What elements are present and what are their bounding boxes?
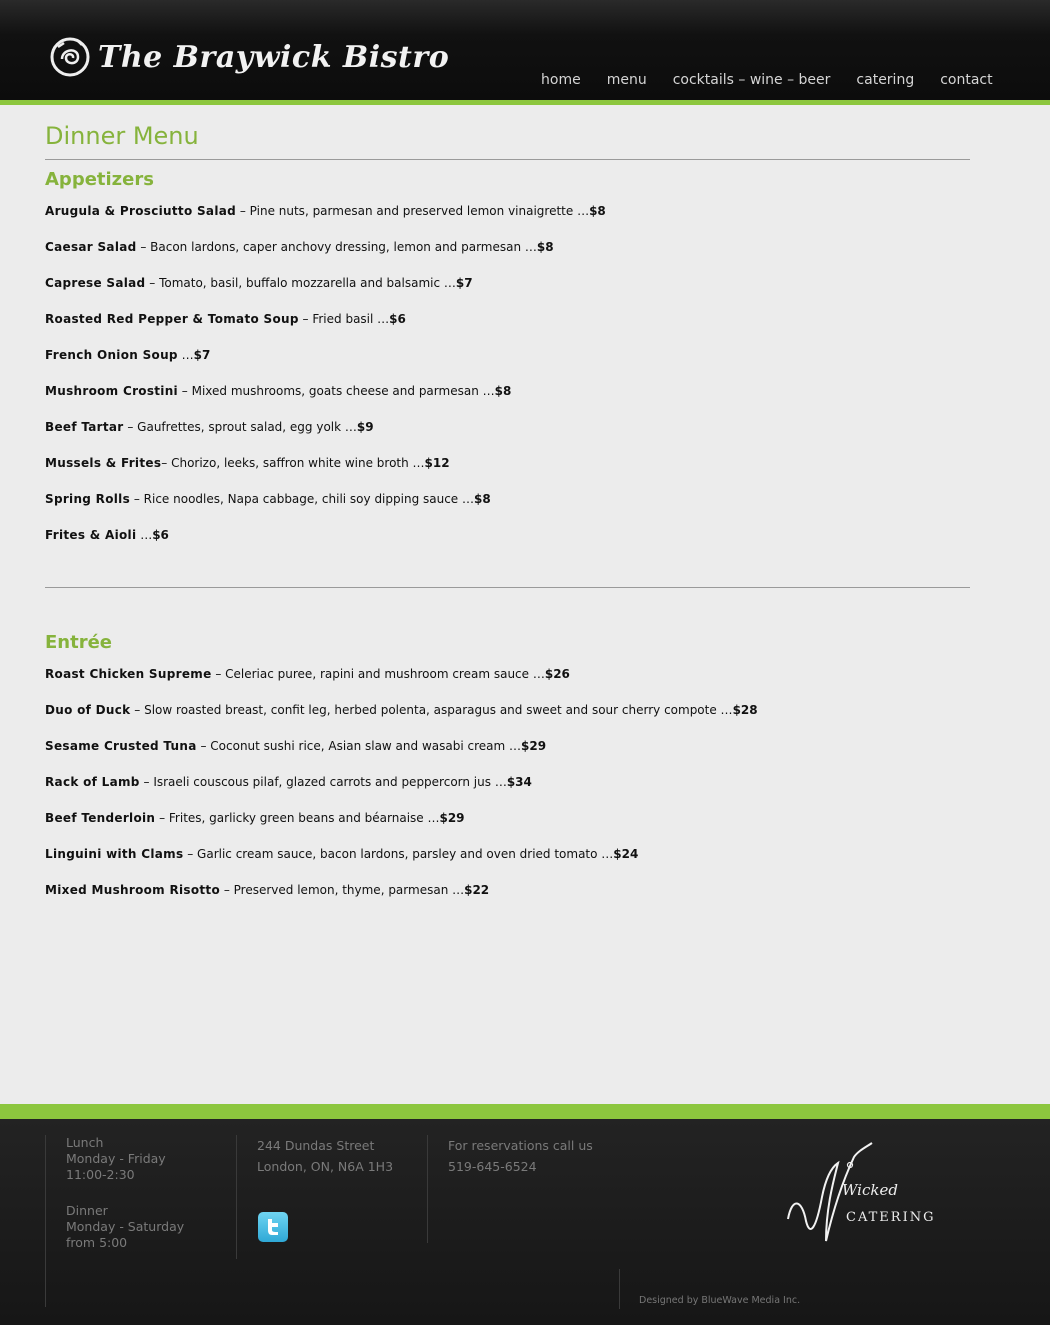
menu-item-name: Mussels & Frites [45,456,162,470]
menu-item-price: $8 [536,240,554,254]
menu-item-price: $34 [506,775,532,789]
menu-item-name: Roasted Red Pepper & Tomato Soup [45,312,299,326]
menu-item-description: – Preserved lemon, thyme, parmesan … [220,883,465,897]
reservations-label: For reservations call us [448,1138,593,1153]
menu-item-description: – Gaufrettes, sprout salad, egg yolk … [123,420,357,434]
menu-item [45,810,970,846]
menu-item-description: – Bacon lardons, caper anchovy dressing, lemon and parmesan … [136,240,537,254]
menu-item-price: $8 [474,492,491,506]
hours-block [66,1135,184,1251]
section-title-appetizers: Appetizers [45,169,154,190]
menu-item-description: … [177,348,194,362]
menu-item-name: Spring Rolls [45,492,131,506]
menu-item-description: – Tomato, basil, buffalo mozzarella and balsamic … [145,276,456,290]
menu-item [45,774,970,810]
dinner-days: Monday - Saturday [66,1219,185,1234]
menu-item-description: – Chorizo, leeks, saffron white wine broth … [161,456,425,470]
menu-item-description: – Pine nuts, parmesan and preserved lemon vinaigrette … [236,204,590,218]
designed-by-credit[interactable]: Designed by BlueWave Media Inc. [639,1295,801,1306]
menu-item-price: $6 [152,528,169,542]
entree-list [45,666,970,918]
menu-item-price: $7 [455,276,473,290]
menu-item-price: $12 [424,456,450,470]
footer-accent-stripe [0,1104,1050,1119]
menu-item [45,419,970,455]
footer-divider [427,1135,428,1243]
nav-item-cocktails[interactable]: cocktails – wine – beer [672,72,831,88]
menu-item-name: Beef Tenderloin [45,811,156,825]
menu-item-price: $6 [389,312,406,326]
menu-item-price: $26 [544,667,570,681]
menu-item-description: – Frites, garlicky green beans and béarnaise … [155,811,440,825]
menu-item [45,846,970,882]
reservations-block [448,1135,593,1177]
menu-item-price: $29 [521,739,547,753]
menu-item-name: Rack of Lamb [45,775,140,789]
address-city: London, ON, N6A 1H3 [257,1159,394,1174]
footer-divider [236,1135,237,1259]
menu-item-description: – Rice noodles, Napa cabbage, chili soy dipping sauce … [130,492,475,506]
reservations-phone[interactable]: 519-645-6524 [448,1159,537,1174]
dinner-label: Dinner [66,1203,108,1218]
footer-divider [45,1135,46,1307]
menu-item [45,347,970,383]
menu-item [45,239,970,275]
menu-item-description: – Celeriac puree, rapini and mushroom cream sauce … [211,667,545,681]
site-footer [0,1119,1050,1325]
menu-item-price: $8 [494,384,512,398]
menu-item-name: Caesar Salad [45,240,137,254]
page-title: Dinner Menu [45,122,199,150]
menu-item-price: $7 [193,348,211,362]
twitter-glyph-icon [264,1217,282,1237]
menu-item [45,455,970,491]
rose-logo-icon [48,35,92,79]
nav-item-home[interactable]: home [541,72,581,88]
menu-item [45,527,970,563]
section-title-entree: Entrée [45,632,113,653]
menu-item-price: $9 [356,420,374,434]
menu-item-name: Caprese Salad [45,276,146,290]
menu-item [45,203,970,239]
menu-item [45,311,970,347]
menu-item-price: $22 [464,883,490,897]
menu-item [45,491,970,527]
menu-item-name: Linguini with Clams [45,847,184,861]
menu-item-name: Arugula & Prosciutto Salad [45,204,237,218]
appetizers-list [45,203,970,563]
menu-item-name: Duo of Duck [45,703,131,717]
menu-item-description: – Israeli couscous pilaf, glazed carrots and peppercorn jus … [139,775,507,789]
menu-item [45,275,970,311]
menu-item-description: – Garlic cream sauce, bacon lardons, parsley and oven dried tomato … [183,847,614,861]
menu-item-description: – Coconut sushi rice, Asian slaw and wasabi cream … [196,739,521,753]
menu-item [45,666,970,702]
twitter-icon[interactable] [258,1212,288,1242]
menu-item-name: Beef Tartar [45,420,124,434]
menu-item-name: Mixed Mushroom Risotto [45,883,221,897]
footer-divider [619,1269,620,1309]
section-divider [45,587,970,588]
menu-item-description: – Slow roasted breast, confit leg, herbed polenta, asparagus and sweet and sour cherry compote … [130,703,733,717]
lunch-days: Monday - Friday [66,1151,166,1166]
menu-item [45,738,970,774]
menu-item-description: – Mixed mushrooms, goats cheese and parmesan … [177,384,495,398]
menu-item-price: $8 [589,204,606,218]
menu-item-name: Frites & Aioli [45,528,137,542]
nav-item-menu[interactable]: menu [606,72,647,88]
menu-item-price: $29 [439,811,465,825]
dinner-time: from 5:00 [66,1235,128,1250]
menu-item-price: $24 [613,847,639,861]
menu-item-name: Roast Chicken Supreme [45,667,212,681]
address-block [257,1135,393,1177]
menu-item-price: $28 [732,703,758,717]
menu-content [45,122,970,918]
catering-word-text: CATERING [846,1210,936,1225]
main-nav [541,72,1019,88]
header-accent-stripe [0,100,1050,105]
menu-item-description: – Fried basil … [298,312,390,326]
menu-item-name: French Onion Soup [45,348,178,362]
lunch-label: Lunch [66,1135,104,1150]
wicked-catering-logo[interactable] [780,1137,960,1247]
title-divider [45,159,970,160]
menu-item [45,383,970,419]
catering-script-text: Wicked [842,1181,898,1199]
site-header [0,0,1050,100]
lunch-time: 11:00-2:30 [66,1167,135,1182]
brand-name: The Braywick Bistro [98,39,450,75]
menu-item [45,882,970,918]
address-street: 244 Dundas Street [257,1138,375,1153]
menu-item-name: Mushroom Crostini [45,384,178,398]
nav-item-contact[interactable]: contact [940,72,993,88]
site-logo[interactable] [48,35,449,79]
menu-item-description: … [136,528,153,542]
menu-item [45,702,970,738]
nav-item-catering[interactable]: catering [856,72,915,88]
menu-item-name: Sesame Crusted Tuna [45,739,197,753]
